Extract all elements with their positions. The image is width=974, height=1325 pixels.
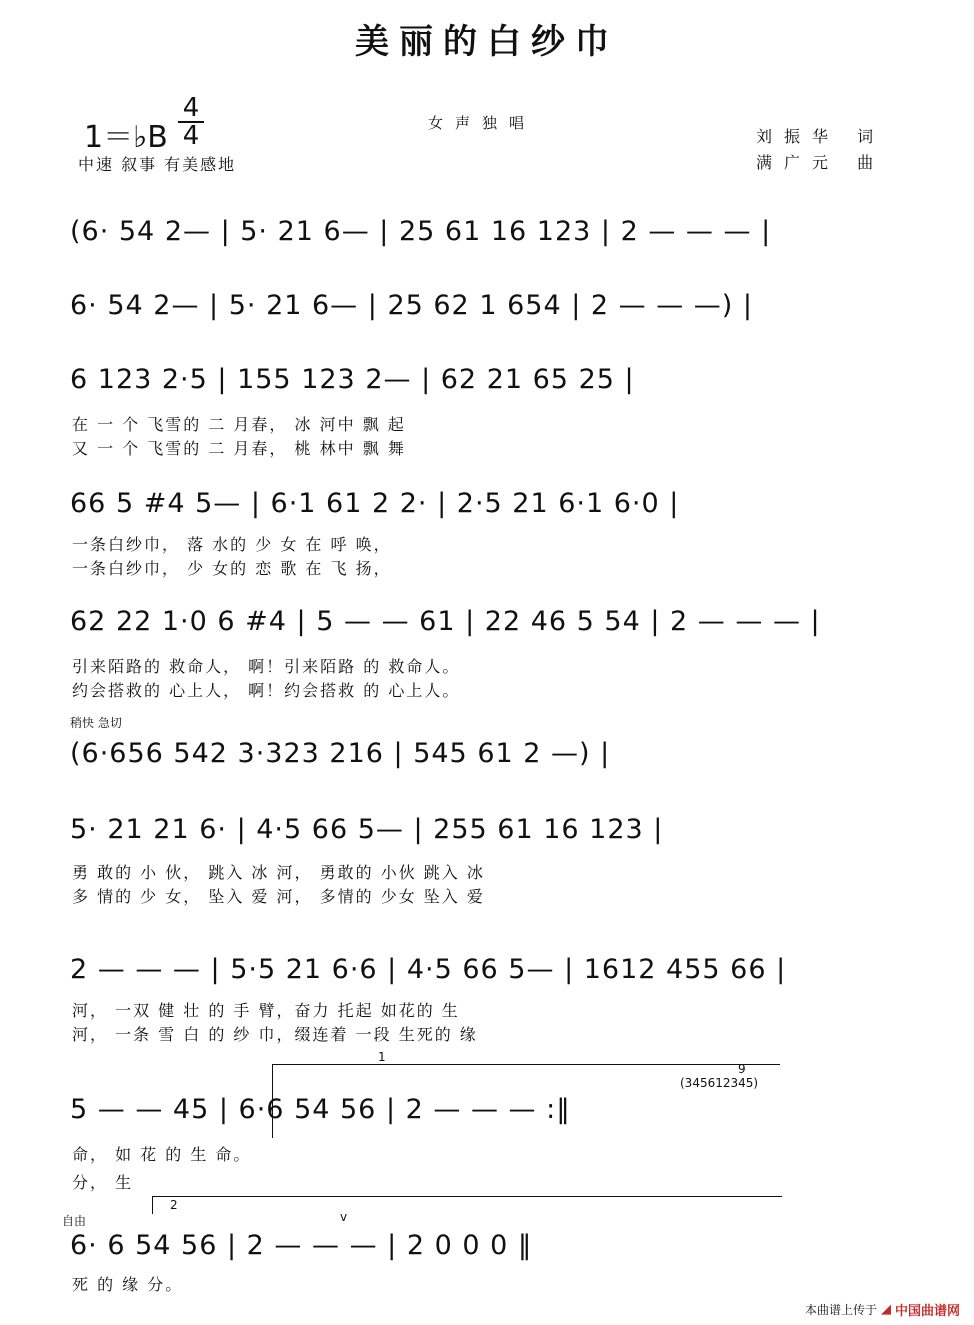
score-system-6: (6·656 542 3·323 216 | 545 61 2 —) | bbox=[70, 738, 611, 769]
score-system-7: 5· 21 21 6· | 4·5 66 5— | 255 61 16 123 | bbox=[70, 814, 664, 845]
tempo-marking: 中速 叙事 有美感地 bbox=[78, 155, 237, 174]
site-logo-icon: ◢ bbox=[880, 1302, 891, 1317]
lyricist-credit: 刘振华 词 bbox=[756, 127, 886, 146]
score-system-1: (6· 54 2— | 5· 21 6— | 25 61 16 123 | 2 — — — | bbox=[70, 216, 772, 247]
run-notes: (345612345) bbox=[680, 1076, 759, 1090]
volta-1-number: 1 bbox=[378, 1050, 386, 1064]
lyrics-9-verse-1: 命， 如 花 的 生 命。 bbox=[72, 1145, 252, 1164]
score-system-9: 5 — — 45 | 6·6 54 56 | 2 — — — :‖ bbox=[70, 1094, 571, 1125]
song-title: 美丽的白纱巾 bbox=[355, 22, 619, 62]
time-signature-top: 4 bbox=[182, 93, 200, 123]
lyrics-4-verse-1: 一条白纱巾， 落 水的 少 女 在 呼 唤， bbox=[72, 535, 392, 554]
run-note-count: 9 bbox=[738, 1062, 746, 1076]
lyrics-8-verse-2: 河， 一条 雪 白 的 纱 巾，缀连着 一段 生死的 缘 bbox=[72, 1025, 478, 1044]
footer-site-name[interactable]: 中国曲谱网 bbox=[894, 1304, 960, 1319]
score-system-3: 6 123 2·5 | 155 123 2— | 62 21 65 25 | bbox=[70, 364, 635, 395]
volta-2-number: 2 bbox=[170, 1198, 178, 1212]
lyrics-3-verse-2: 又 一 个 飞雪的 二 月春， 桃 林中 飘 舞 bbox=[72, 439, 406, 458]
time-signature-bottom: 4 bbox=[182, 121, 200, 151]
volta-2-bracket-left bbox=[152, 1196, 153, 1214]
lyrics-7-verse-2: 多 情的 少 女， 坠入 爱 河， 多情的 少女 坠入 爱 bbox=[72, 887, 485, 906]
score-system-4: 66 5 #4 5— | 6·1 61 2 2· | 2·5 21 6·1 6·0 | bbox=[70, 488, 680, 519]
breath-mark: v bbox=[340, 1210, 348, 1224]
footer-text: 本曲谱上传于 bbox=[804, 1303, 877, 1317]
score-system-5: 62 22 1·0 6 #4 | 5 — — 61 | 22 46 5 54 | 2 — — — | bbox=[70, 606, 821, 637]
volta-1-bracket bbox=[272, 1064, 780, 1065]
tempo-change-marking: 稍快 急切 bbox=[70, 716, 122, 730]
score-system-2: 6· 54 2— | 5· 21 6— | 25 62 1 654 | 2 — — —) | bbox=[70, 290, 754, 321]
lyrics-5-verse-2: 约会搭救的 心上人， 啊！约会搭救 的 心上人。 bbox=[72, 681, 461, 700]
lyrics-10: 死 的 缘 分。 bbox=[72, 1275, 184, 1294]
free-tempo-marking: 自由 bbox=[62, 1214, 87, 1228]
footer-attribution bbox=[805, 1300, 960, 1319]
volta-2-bracket bbox=[152, 1196, 782, 1197]
lyrics-9-verse-2: 分， 生 bbox=[72, 1173, 134, 1192]
time-signature bbox=[178, 93, 204, 151]
voice-type: 女声独唱 bbox=[428, 114, 537, 132]
key-signature: 1＝♭B bbox=[84, 120, 168, 155]
score-system-10: 6· 6 54 56 | 2 — — — | 2 0 0 0 ‖ bbox=[70, 1230, 533, 1261]
lyrics-7-verse-1: 勇 敢的 小 伙， 跳入 冰 河， 勇敢的 小伙 跳入 冰 bbox=[72, 863, 485, 882]
lyrics-3-verse-1: 在 一 个 飞雪的 二 月春， 冰 河中 飘 起 bbox=[72, 415, 406, 434]
lyrics-5-verse-1: 引来陌路的 救命人， 啊！引来陌路 的 救命人。 bbox=[72, 657, 461, 676]
lyrics-8-verse-1: 河， 一双 健 壮 的 手 臂，奋力 托起 如花的 生 bbox=[72, 1001, 460, 1020]
score-system-8: 2 — — — | 5·5 21 6·6 | 4·5 66 5— | 1612 455 66 | bbox=[70, 954, 787, 985]
composer-credit: 满广元 曲 bbox=[756, 153, 886, 172]
lyrics-4-verse-2: 一条白纱巾， 少 女的 恋 歌 在 飞 扬， bbox=[72, 559, 392, 578]
